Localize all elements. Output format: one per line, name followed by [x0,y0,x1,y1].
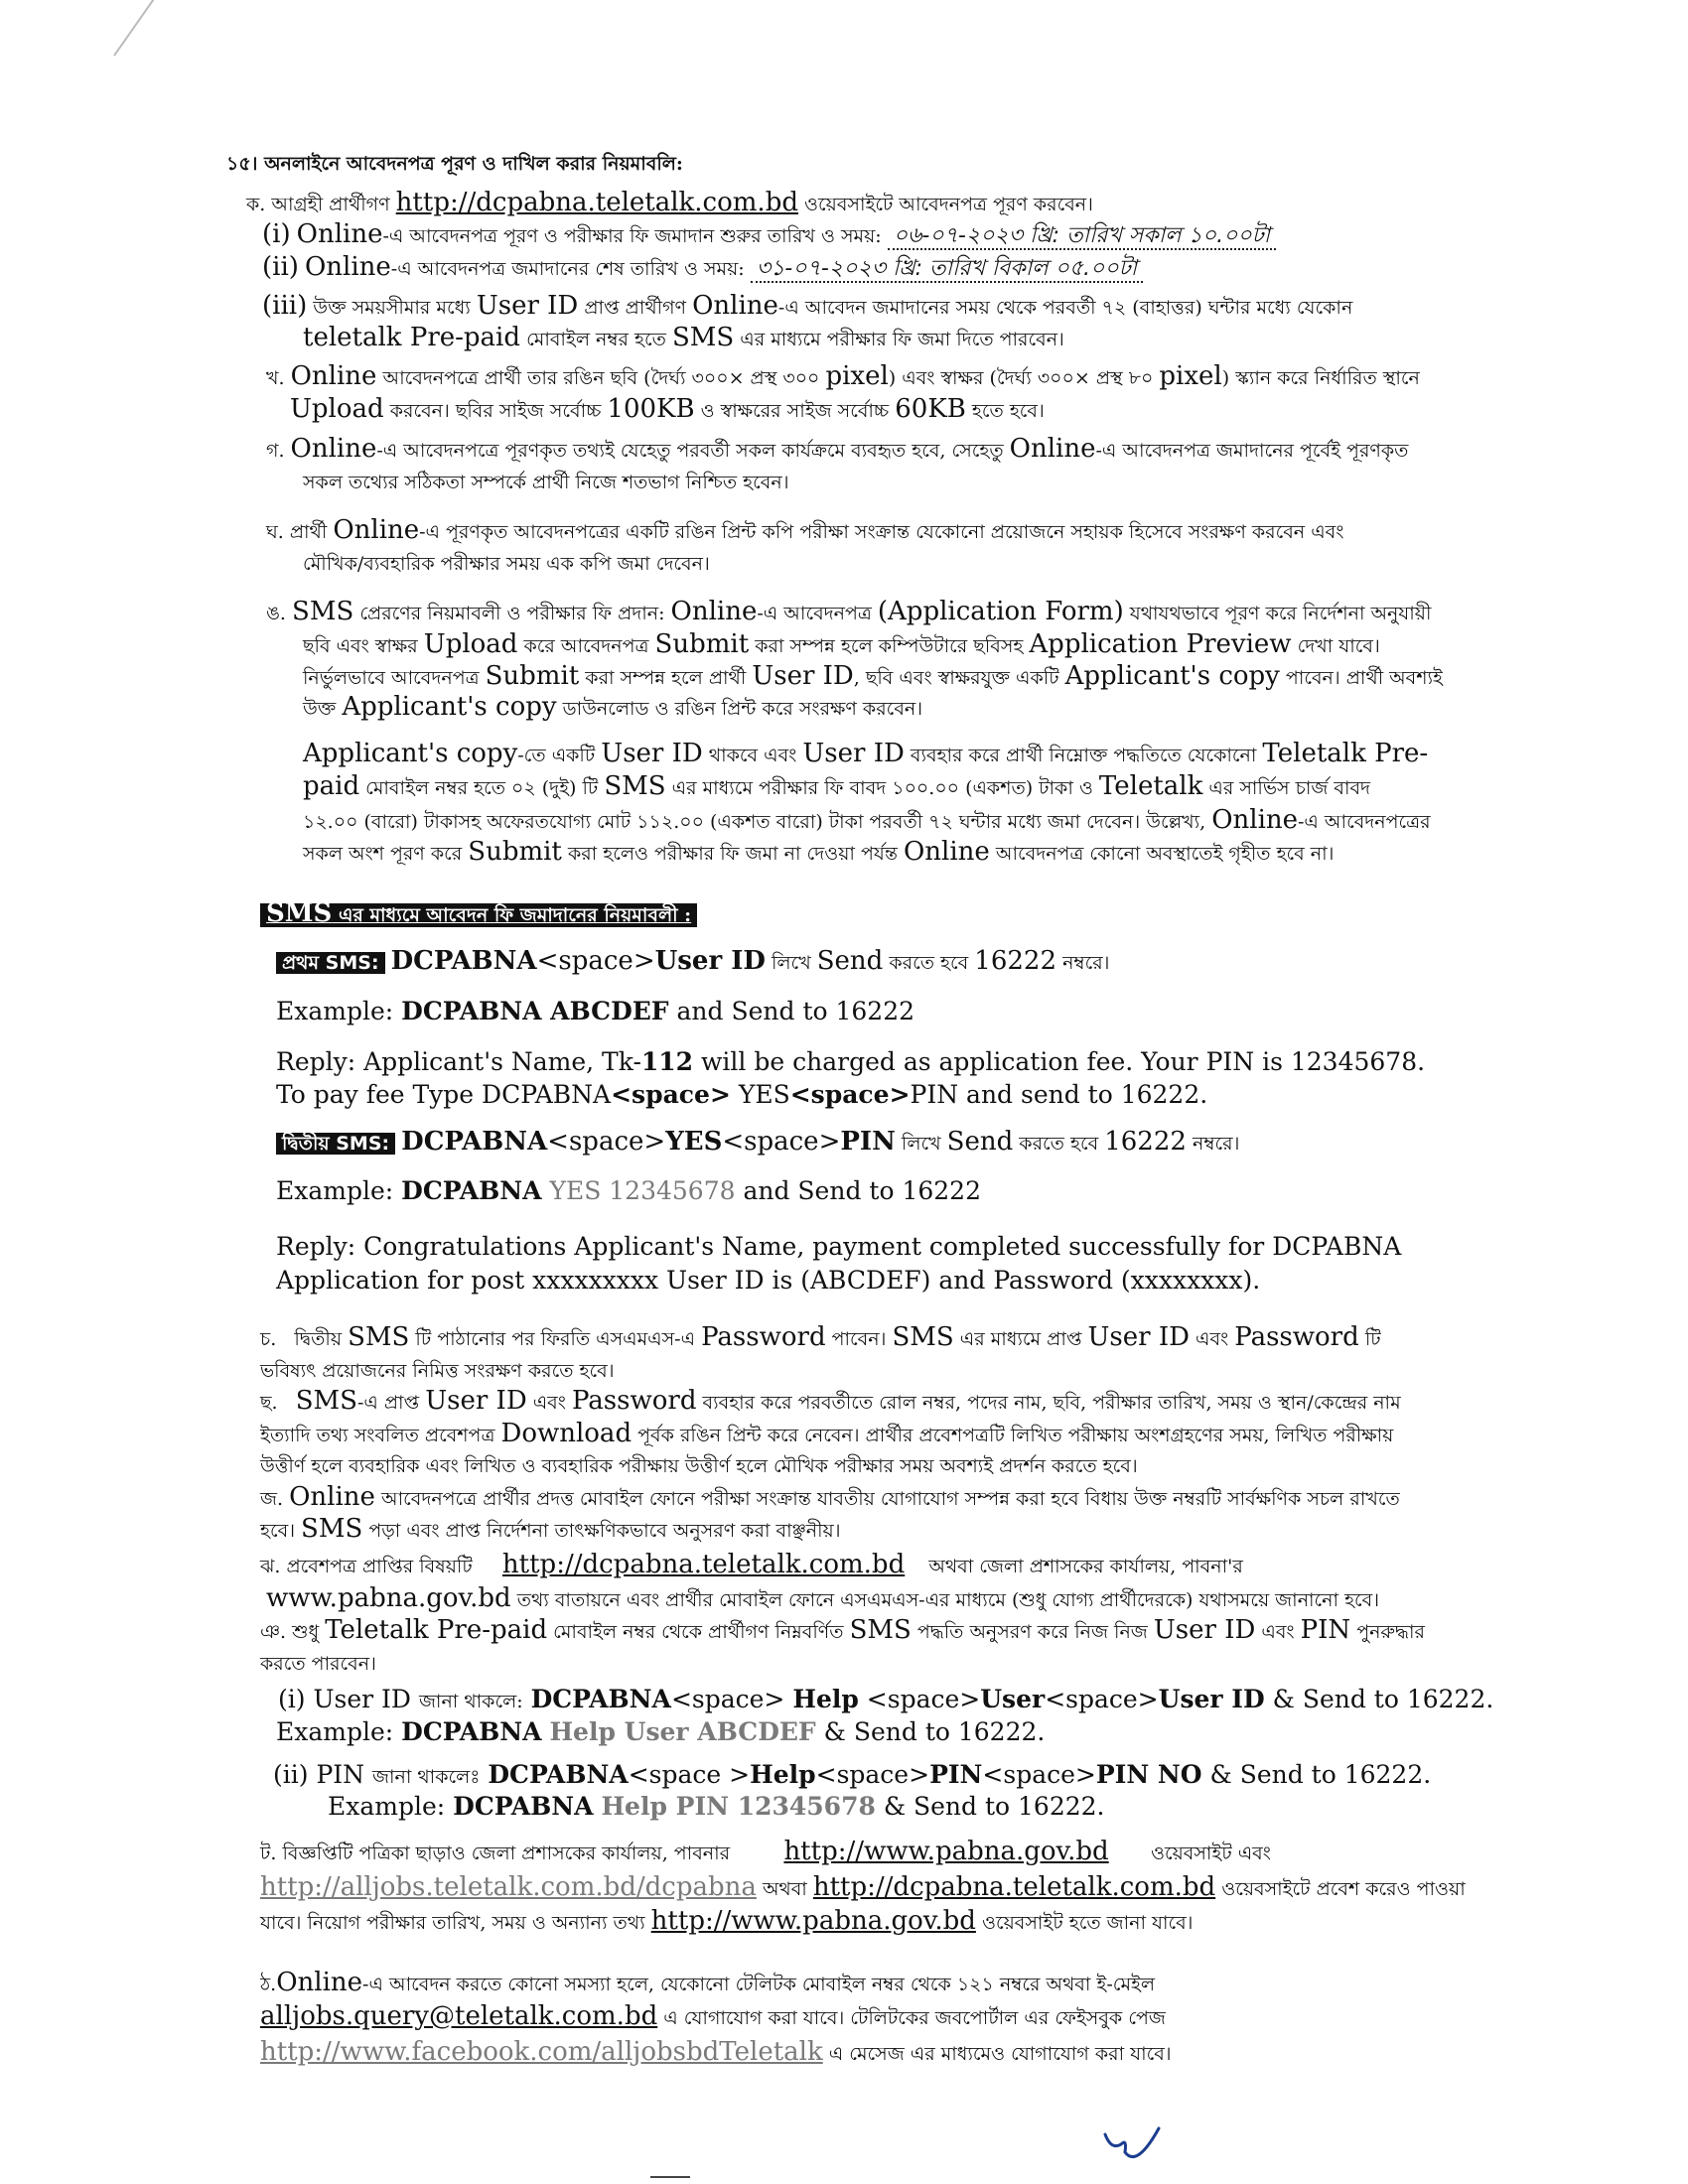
marker-ja: জ. [260,1488,284,1510]
cha-text-a: দ্বিতীয় [294,1328,343,1350]
reply2-line2: Application for post xxxxxxxxx User ID is (ABCDEF) and Password (xxxxxxxx). [276,1266,1261,1295]
cha-text-k: টি [1364,1328,1381,1350]
second-cmd-likhe: লিখে [901,1133,941,1155]
kha-pixel-2: pixel [1159,361,1222,391]
ta-text-3a: যাবে। নিয়োগ পরীক্ষার তারিখ, সময় ও অন্যান্য তথ্য [260,1912,645,1934]
item-gha-line2: মৌখিক/ব্যবহারিক পরীক্ষার সময় এক কপি জমা দেবেন। [303,553,710,575]
gha-text-a: প্রার্থী [289,521,328,543]
umo-upload: Upload [423,629,518,659]
cha-password-2: Password [1234,1322,1359,1352]
example1-line [276,997,915,1025]
marker-ga: গ. [266,440,285,462]
tha-online: Online [276,1968,363,1997]
sms-rules-heading-box [260,898,697,928]
p2-text-2d: এর মাধ্যমে পরীক্ষার ফি বাবদ ১০০.০০ (একশত) টাকা ও [671,777,1093,799]
nya-sms: SMS [849,1615,912,1645]
p2-online-2: Online [903,837,990,867]
reply2-label: Reply: [276,1232,356,1261]
first-cmd-userid: User ID [654,946,766,976]
gha-online: Online [333,515,420,545]
example2-code: DCPABNA [401,1176,542,1205]
ga-online-2: Online [1009,434,1096,464]
tha-facebook-link[interactable]: http://www.facebook.com/alljobsbdTeletalk [260,2037,823,2067]
ga-text-d: -এ আবেদনপত্র জমাদানের পূর্বেই পূরণকৃত [1095,440,1409,462]
reply1-space-1: <space> [611,1080,731,1109]
cha-text-g: এর মাধ্যমে প্রাপ্ত [959,1328,1082,1350]
chha-sms: SMS [295,1386,357,1416]
item-tha-line3 [260,2037,1172,2067]
r2-pin: PIN [316,1760,365,1789]
ta-url-link-2[interactable]: http://alljobs.teletalk.com.bd/dcpabna [260,1872,757,1902]
kha-online: Online [290,361,377,391]
example2-label: Example: [276,1176,394,1205]
iii-userid: User ID [476,291,579,321]
reply1-text-c: will be charged as application fee. Your PIN is 12345678. [701,1047,1426,1076]
ka-post: ওয়েবসাইটে আবেদনপত্র পূরণ করবেন। [804,194,1093,215]
example1-label: Example: [276,997,394,1025]
umo-text-2e: করা সম্পন্ন হলে কম্পিউটারে ছবিসহ [755,635,1024,657]
second-cmd-space-1: <space> [547,1127,666,1157]
item-i [262,219,1276,249]
marker-ii: (ii) [262,252,299,282]
item-nya-line2: করতে পারবেন। [260,1653,376,1675]
i-online: Online [296,219,383,249]
p2-teletalk: Teletalk [1098,771,1203,801]
cha-sms-2: SMS [892,1322,954,1352]
footer-line [650,2176,690,2178]
r1-space-3: <space> [1045,1685,1159,1713]
jha-text-a: প্রবেশপত্র প্রাপ্তির বিষয়টি [286,1556,473,1577]
ga-online-1: Online [290,434,377,464]
umo-text-2c: করে আবেদনপত্র [523,635,649,657]
para2-line4 [303,837,1335,867]
para2-line3 [303,805,1431,835]
second-cmd-code: DCPABNA [401,1127,548,1157]
reply1-line2 [276,1080,1208,1109]
r1-ex-grey: Help User ABCDEF [549,1717,816,1746]
p2-userid-1: User ID [601,739,703,768]
marker-nya: ঞ. [260,1621,287,1643]
r1-user: User [980,1685,1046,1713]
cha-text-i: এবং [1196,1328,1229,1350]
umo-userid: User ID [752,661,854,691]
i-handwritten-date: ০৬-০৭-২০২৩ খ্রি: তারিখ সকাল ১০.০০টা [888,223,1276,250]
r2-space-3: <space> [982,1760,1096,1789]
example2-rest: and Send to 16222 [743,1176,981,1205]
chha-text-2c: পূর্বক রঙিন প্রিন্ট করে নেবেন। প্রার্থীর প্রবেশপত্রটি লিখিত পরীক্ষায় অংশগ্রহণের সময়, লিখিত পরীক্ষায় [637,1425,1394,1446]
r1-code: DCPABNA [530,1685,671,1713]
ii-text: -এ আবেদনপত্র জমাদানের শেষ তারিখ ও সময়: [390,258,745,280]
marker-ka: ক. [246,194,266,215]
nya-text-c: মোবাইল নম্বর থেকে প্রার্থীগণ নিম্নবর্ণিত [553,1621,844,1643]
umo-online: Online [670,597,758,626]
chha-text-d: এবং [532,1392,566,1414]
marker-gha: ঘ. [266,521,284,543]
cha-userid: User ID [1087,1322,1190,1352]
p2-text-d: থাকবে এবং [708,745,797,766]
marker-ta: ট. [260,1843,277,1864]
item-tha-line1 [260,1968,1156,1997]
jha-website[interactable]: www.pabna.gov.bd [266,1583,511,1613]
example2-line [276,1176,981,1205]
i-text: -এ আবেদনপত্র পূরণ ও পরীক্ষার ফি জমাদান শুরুর তারিখ ও সময়: [382,225,882,247]
ta-url-link-4[interactable]: http://www.pabna.gov.bd [650,1906,976,1936]
first-cmd-nombore: নম্বরে। [1062,952,1110,974]
ta-text-3b: ওয়েবসাইট হতে জানা যাবে। [981,1912,1194,1934]
item-kha-line1 [266,361,1420,391]
umo-text-b: প্রেরণের নিয়মাবলী ও পরীক্ষার ফি প্রদান: [359,603,665,624]
iii-text-a: উক্ত সময়সীমার মধ্যে [313,297,471,319]
item-chha-line1 [260,1386,1401,1416]
nya-text-g: এবং [1261,1621,1295,1643]
second-sms-label [276,1133,395,1155]
first-sms-line [276,946,1110,976]
umo-application-preview: Application Preview [1029,629,1292,659]
recovery-i-line [278,1685,1494,1713]
r1-ex-label: Example: [276,1717,394,1746]
p2-text-2b: মোবাইল নম্বর হতে ০২ (দুই) টি [365,777,599,799]
reply1-text-2a: To pay fee Type DCPABNA [276,1080,612,1109]
item-nya-line1 [260,1615,1425,1645]
second-cmd-nombore: নম্বরে। [1192,1133,1240,1155]
umo-text-4a: উক্ত [303,698,337,720]
reply1-label: Reply: [276,1047,356,1076]
item-ga-line2: সকল তথ্যের সঠিকতা সম্পর্কে প্রার্থী নিজে শতভাগ নিশ্চিত হবেন। [303,472,789,493]
r1-userid-2: User ID [1158,1685,1265,1713]
ii-online: Online [304,252,391,282]
p2-text-3c: -এ আবেদনপত্রের [1298,811,1431,833]
first-cmd-number: 16222 [974,946,1057,976]
iii-online: Online [692,291,778,321]
ta-url-link-3[interactable]: http://dcpabna.teletalk.com.bd [812,1872,1216,1902]
example2-grey: YES 12345678 [549,1176,736,1205]
item-iii-line1 [262,291,1353,321]
ka-pre: আগ্রহী প্রার্থীগণ [271,194,390,215]
umo-text-3a: নির্ভুলভাবে আবেদনপত্র [303,667,480,689]
chha-userid: User ID [425,1386,527,1416]
umo-text-3e: , ছবি এবং স্বাক্ষরযুক্ত একটি [853,667,1059,689]
chha-text-f: ব্যবহার করে পরবর্তীতে রোল নম্বর, পদের নাম, ছবি, পরীক্ষার তারিখ, সময় ও স্থান/কেন্দ্রের নাম [702,1392,1401,1414]
kha-text-2f: হতে হবে। [971,400,1045,422]
ja-text-b: আবেদনপত্রে প্রার্থীর প্রদত্ত মোবাইল ফোনে পরীক্ষা সংক্রান্ত যাবতীয় যোগাযোগ সম্পন্ন করা হবে বিধায় উক্ত নম্বরটি সার্বক্ষণিক সচল রাখতে [380,1488,1400,1510]
umo-text-3g: পাবেন। প্রার্থী অবশ্যই [1285,667,1443,689]
umo-text-d: -এ আবেদনপত্র [757,603,872,624]
chha-download: Download [500,1419,633,1448]
marker-chha: ছ. [260,1392,278,1414]
item-umo-line1 [266,597,1432,626]
ja-sms: SMS [301,1514,363,1544]
item-ta-line2 [260,1872,1466,1902]
p2-text-4e: আবেদনপত্র কোনো অবস্থাতেই গৃহীত হবে না। [995,843,1335,865]
page-corner-line [113,0,161,57]
r1-ex-rest: & Send to 16222. [823,1717,1046,1746]
ta-text-2b: ওয়েবসাইটে প্রবেশ করেও পাওয়া [1221,1878,1466,1900]
item-ka [246,188,1093,217]
second-cmd-yes: YES [665,1127,723,1157]
iii-teletalk: teletalk Pre-paid [303,323,521,352]
r1-send: & Send to 16222. [1272,1685,1494,1713]
ii-handwritten-date: ৩১-০৭-২০২৩ খ্রি: তারিখ বিকাল ০৫.০০টা [751,256,1143,283]
reply2-text-1: Congratulations Applicant's Name, payment completed successfully for DCPABNA [363,1232,1402,1261]
sms-rules-heading-sms: SMS [266,898,333,928]
item-kha-line2 [290,394,1045,424]
nya-teletalk: Teletalk Pre-paid [325,1615,548,1645]
cha-text-c: টি পাঠানোর পর ফিরতি এসএমএস-এ [415,1328,696,1350]
item-ii [262,252,1143,282]
r2-code: DCPABNA [488,1760,629,1789]
r2-jana: জানা থাকলেঃ [371,1766,481,1788]
p2-teletalk-pre: Teletalk Pre- [1262,739,1429,768]
kha-text-d: ) এবং স্বাক্ষর (দৈর্ঘ্য ৩০০× প্রস্থ ৮০ [888,367,1154,389]
iii-text-d2: এর মাধ্যমে পরীক্ষার ফি জমা দিতে পারবেন। [740,329,1064,350]
nya-text-i: পুনরুদ্ধার [1356,1621,1425,1643]
p2-text-3: ১২.০০ (বারো) টাকাসহ অফেরতযোগ্য মোট ১১২.০০ (একশত বারো) টাকা পরবর্তী ৭২ ঘন্টার মধ্যে জমা দেবেন। উল্লেখ্য, [303,811,1206,833]
r2-ex-label: Example: [328,1792,446,1821]
item-umo-line4 [303,692,923,722]
nya-text-e: পদ্ধতি অনুসরণ করে নিজ নিজ [916,1621,1148,1643]
marker-jha: ঝ. [260,1556,281,1577]
recovery-ii-line [273,1760,1432,1789]
item-iii-line2 [303,323,1064,352]
sms-rules-heading-text: এর মাধ্যমে আবেদন ফি জমাদানের নিয়মাবলী : [338,904,692,926]
item-cha-line1 [260,1322,1381,1352]
umo-submit-2: Submit [485,661,580,691]
cha-text-e: পাবেন। [831,1328,887,1350]
kha-100kb: 100KB [607,394,695,424]
marker-tha: ঠ. [260,1974,277,1995]
p2-sms: SMS [604,771,666,801]
jha-url-link[interactable]: http://dcpabna.teletalk.com.bd [501,1550,906,1579]
marker-kha: খ. [266,367,285,389]
umo-text-2g: দেখা যাবে। [1297,635,1380,657]
r2-space-2: <space> [815,1760,930,1789]
item-ga-line1 [266,434,1409,464]
reply1-amount: 112 [640,1047,694,1076]
ja-text-2a: হবে। [260,1520,295,1542]
tha-text-2b: এ যোগাযোগ করা যাবে। টেলিটকের জবপোর্টাল এর ফেইসবুক পেজ [663,2007,1166,2029]
r2-space-1: <space > [628,1760,751,1789]
jha-text-2b: তথ্য বাতায়নে এবং প্রার্থীর মোবাইল ফোনে এসএমএস-এর মাধ্যমে (শুধু যোগ্য প্রার্থীদেরকে) যথাসময়ে জানানো হবে। [516,1589,1380,1611]
p2-userid-2: User ID [802,739,905,768]
second-sms-label-bn: দ্বিতীয় [282,1133,330,1155]
r2-ex-code: DCPABNA [453,1792,594,1821]
nya-userid: User ID [1153,1615,1256,1645]
iii-sms: SMS [671,323,735,352]
umo-submit: Submit [654,629,750,659]
cha-password-1: Password [701,1322,826,1352]
iii-text-b2: মোবাইল নম্বর হতে [526,329,666,350]
item-umo-line2 [303,629,1380,659]
ja-online: Online [289,1482,375,1512]
first-sms-label [276,952,385,974]
example1-rest: and Send to 16222 [676,997,915,1025]
item-ta-line1 [260,1837,1271,1866]
recovery-ii-example [328,1792,1105,1821]
para2-line2 [303,771,1371,801]
item-gha-line1 [266,515,1344,545]
marker-i: (i) [262,219,291,249]
kha-pixel-1: pixel [825,361,889,391]
signature-stroke [1105,2128,1159,2157]
p2-text-b: -তে একটি [517,745,596,766]
second-cmd-space-2: <space> [722,1127,841,1157]
reply1-text-2e: PIN and send to 16222. [910,1080,1208,1109]
r1-help: Help [792,1685,859,1713]
kha-text-f: ) স্ক্যান করে নির্ধারিত স্থানে [1221,367,1420,389]
reply1-yes: YES [738,1080,790,1109]
item-jha-line2 [266,1583,1380,1613]
p2-online: Online [1211,805,1299,835]
marker-iii: (iii) [262,291,308,321]
p2-text-4c: করা হলেও পরীক্ষার ফি জমা না দেওয়া পর্যন্ত [567,843,898,865]
second-cmd-number: 16222 [1104,1127,1187,1157]
item-jha-line1 [260,1550,1243,1579]
p2-paid: paid [303,771,360,801]
r2-marker: (ii) [273,1760,309,1789]
first-cmd-text: করতে হবে [889,952,969,974]
ja-text-2c: পড়া এবং প্রাপ্ত নির্দেশনা তাৎক্ষণিকভাবে অনুসরণ করা বাঞ্ছনীয়। [368,1520,841,1542]
ka-url-link[interactable]: http://dcpabna.teletalk.com.bd [395,188,798,217]
marker-umo: ঙ. [266,603,286,624]
iii-text-e: -এ আবেদন জমাদানের সময় থেকে পরবর্তী ৭২ (বাহাত্তর) ঘন্টার মধ্যে যেকোন [777,297,1353,319]
tha-text-3b: এ মেসেজ এর মাধ্যমেও যোগাযোগ করা যাবে। [828,2043,1172,2065]
signature-mark [1097,2124,1177,2174]
r1-marker: (i) [278,1685,306,1713]
p2-applicants-copy: Applicant's copy [303,739,518,768]
reply1-line1 [276,1047,1426,1076]
p2-text-2f: এর সার্ভিস চার্জ বাবদ [1208,777,1371,799]
gha-text-c: -এ পূরণকৃত আবেদনপত্রের একটি রঙিন প্রিন্ট কপি পরীক্ষা সংক্রান্ত যেকোনো প্রয়োজনে সহায়ক হিসেবে সংরক্ষণ করবেন এবং [419,521,1344,543]
nya-text-a: শুধু [292,1621,320,1643]
r2-pin-no: PIN NO [1095,1760,1202,1789]
r1-space-2: <space> [866,1685,981,1713]
r2-pin-2: PIN [929,1760,983,1789]
p2-text-4a: সকল অংশ পূরণ করে [303,843,463,865]
tha-email-link[interactable]: alljobs.query@teletalk.com.bd [260,2001,658,2031]
reply2-line1 [276,1232,1402,1261]
second-cmd-pin: PIN [840,1127,896,1157]
item-tha-line2 [260,2001,1166,2031]
umo-application-form: (Application Form) [877,597,1124,626]
ga-text-b: -এ আবেদনপত্রে পূরণকৃত তথ্যই যেহেতু পরবর্তী সকল কার্যক্রমে ব্যবহৃত হবে, সেহেতু [376,440,1004,462]
first-cmd-code: DCPABNA [390,946,537,976]
first-sms-label-bn: প্রথম [282,952,320,974]
r2-ex-grey: Help PIN 12345678 [601,1792,876,1821]
first-sms-label-sms: SMS: [325,952,379,974]
chha-password: Password [571,1386,697,1416]
tha-text-b: -এ আবেদন করতে কোনো সমস্যা হলে, যেকোনো টেলিটক মোবাইল নম্বর থেকে ১২১ নম্বরে অথবা ই-মেইল [362,1974,1156,1995]
ta-text-a: বিজ্ঞপ্তিটি পত্রিকা ছাড়াও জেলা প্রশাসকের কার্যালয়, পাবনার [282,1843,731,1864]
item-ja-line1 [260,1482,1400,1512]
first-cmd-send: Send [816,946,884,976]
umo-applicants-copy-2: Applicant's copy [342,692,557,722]
section-heading: ১৫। অনলাইনে আবেদনপত্র পূরণ ও দাখিল করার নিয়মাবলি: [226,153,683,175]
kha-text-2b: করবেন। ছবির সাইজ সর্বোচ্চ [389,400,602,422]
marker-cha: চ. [260,1328,277,1350]
kha-text-2d: ও স্বাক্ষরের সাইজ সর্বোচ্চ [700,400,890,422]
umo-sms: SMS [292,597,354,626]
umo-text-2a: ছবি এবং স্বাক্ষর [303,635,418,657]
nya-pin: PIN [1300,1615,1351,1645]
iii-text-c: প্রাপ্ত প্রার্থীগণ [584,297,687,319]
kha-text-b: আবেদনপত্রে প্রার্থী তার রঙিন ছবি (দৈর্ঘ্য ৩০০× প্রস্থ ৩০০ [382,367,820,389]
p2-submit: Submit [468,837,562,867]
example1-code: DCPABNA ABCDEF [401,997,669,1025]
ta-url-link-1[interactable]: http://www.pabna.gov.bd [783,1837,1109,1866]
item-ta-line3 [260,1906,1194,1936]
r1-space-1: <space> [670,1685,785,1713]
ta-text-b: ওয়েবসাইট এবং [1150,1843,1271,1864]
umo-text-4c: ডাউনলোড ও রঙিন প্রিন্ট করে সংরক্ষণ করবেন। [562,698,923,720]
item-cha-line2: ভবিষ্যৎ প্রয়োজনের নিমিত্ত সংরক্ষণ করতে হবে। [260,1360,615,1382]
kha-upload: Upload [290,394,384,424]
umo-applicants-copy: Applicant's copy [1064,661,1280,691]
r2-help: Help [750,1760,816,1789]
r1-jana: জানা থাকলে: [418,1691,523,1712]
item-chha-line3: উত্তীর্ণ হলে ব্যবহারিক এবং লিখিত ও ব্যবহারিক পরীক্ষায় উত্তীর্ণ হলে মৌখিক পরীক্ষার সময় অবশ্যই প্রদর্শন করতে হবে। [260,1455,1138,1477]
reply1-space-2: <space> [789,1080,911,1109]
first-cmd-space: <space> [536,946,655,976]
r2-send: & Send to 16222. [1209,1760,1432,1789]
cha-sms-1: SMS [348,1322,410,1352]
para2-line1 [303,739,1429,768]
reply1-text-a: Applicant's Name, Tk- [363,1047,641,1076]
second-sms-label-sms: SMS: [336,1133,390,1155]
chha-text-b: -এ প্রাপ্ত [356,1392,420,1414]
item-chha-line2 [260,1419,1394,1448]
second-sms-line [276,1127,1240,1157]
second-cmd-text: করতে হবে [1019,1133,1099,1155]
umo-text-f: যথাযথভাবে পূরণ করে নির্দেশনা অনুযায়ী [1129,603,1432,624]
item-ja-line2 [260,1514,841,1544]
first-cmd-likhe: লিখে [771,952,811,974]
p2-text-f: ব্যবহার করে প্রার্থী নিম্নোক্ত পদ্ধতিতে যেকোনো [910,745,1257,766]
jha-text-b: অথবা জেলা প্রশাসকের কার্যালয়, পাবনা'র [928,1556,1243,1577]
chha-text-2a: ইত্যাদি তথ্য সংবলিত প্রবেশপত্র [260,1425,495,1446]
second-cmd-send: Send [946,1127,1014,1157]
item-umo-line3 [303,661,1443,691]
umo-text-3c: করা সম্পন্ন হলে প্রার্থী [585,667,747,689]
kha-60kb: 60KB [895,394,966,424]
r1-ex-code: DCPABNA [401,1717,542,1746]
recovery-i-example [276,1717,1046,1746]
r2-ex-rest: & Send to 16222. [883,1792,1105,1821]
ta-text-2a: অথবা [762,1878,807,1900]
sms-rules-heading [260,898,697,928]
r1-userid: User ID [313,1685,411,1713]
